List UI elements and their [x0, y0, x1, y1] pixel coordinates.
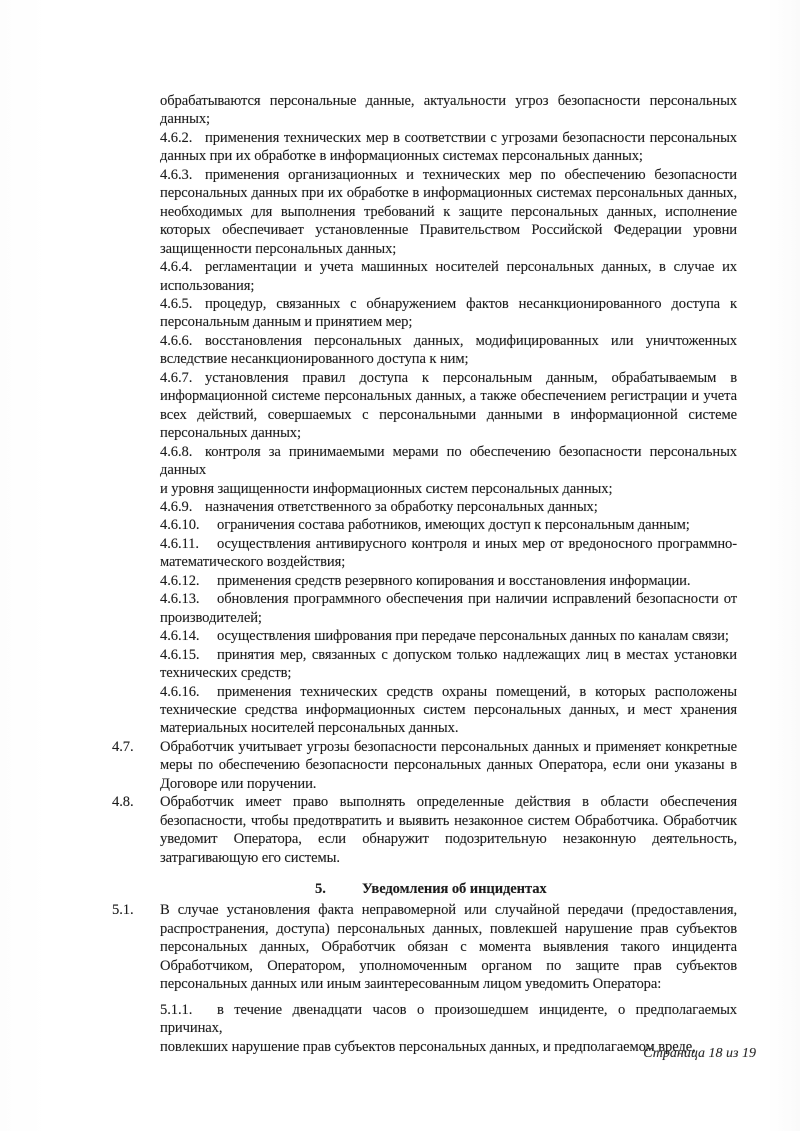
clause-5-1 [112, 901, 737, 993]
text-run: использования; [160, 277, 255, 294]
text-line [160, 184, 737, 202]
text-run: защищенности персональных данных; [160, 240, 397, 257]
text-line [160, 756, 737, 774]
text-line [160, 295, 737, 313]
page-footer [643, 1046, 756, 1062]
text-line [160, 147, 737, 165]
text-line [160, 572, 737, 590]
text-run: Обработчик имеет право выполнять определенные действия в области обеспечения [160, 794, 737, 811]
section-title: Уведомления об инцидентах [362, 881, 547, 898]
text-line [160, 553, 737, 571]
text-run: повлекших нарушение прав субъектов персональных данных, и предполагаемом вреде, [160, 1038, 696, 1055]
text-run: меры по обеспечению безопасности персональных данных Оператора, если они указаны в [160, 757, 737, 774]
text-run: распространения, доступа) персональных данных, повлекшей нарушение прав субъектов [160, 920, 737, 937]
text-run: персональных данных при их обработке в информационных системах персональных данных, [160, 185, 737, 202]
text-line [160, 830, 737, 848]
text-run: в течение двенадцати часов о произошедшем инциденте, о предполагаемых причинах, [160, 1001, 737, 1037]
text-line [160, 332, 737, 350]
clause-number: 4.6.10. [160, 517, 200, 534]
text-run: контроля за принимаемыми мерами по обеспечению безопасности персональных данных [160, 443, 737, 479]
text-line [160, 277, 737, 295]
clause-4-6-10 [160, 516, 737, 534]
text-line [160, 258, 737, 276]
clause-4-6-12 [160, 572, 737, 590]
text-line [160, 166, 737, 184]
text-run: данных при их обработке в информационных системах персональных данных; [160, 148, 643, 165]
clause-4-6-15 [160, 646, 737, 683]
text-run: установления правил доступа к персональным данным, обрабатываемым в [205, 369, 737, 386]
text-run: вследствие несанкционированного доступа к ним; [160, 351, 469, 368]
clause-4-6-8 [160, 443, 737, 498]
clause-number: 4.6.13. [160, 591, 200, 608]
text-line [160, 350, 737, 368]
text-run: которых обеспечивает установленные Правительством Российской Федерации уровни [160, 222, 737, 239]
text-line [160, 516, 737, 534]
text-line [160, 701, 737, 719]
text-line [160, 1001, 737, 1038]
text-run: принятия мер, связанных с допуском только надлежащих лиц в местах установки [217, 646, 737, 663]
text-line [160, 590, 737, 608]
text-run: безопасности, чтобы предотвратить и выявить незаконное систем Обработчика. Обработчик [160, 812, 737, 829]
clause-number: 4.7. [112, 738, 134, 755]
text-run: применения технических средств охраны помещений, в которых расположены [217, 683, 737, 700]
text-line [160, 719, 737, 737]
text-run: обрабатываются персональные данные, актуальности угроз безопасности персональных [160, 93, 737, 109]
text-run: математического воздействия; [160, 554, 346, 571]
section-number: 5. [315, 881, 326, 898]
clause-4-6-11 [160, 535, 737, 572]
text-run: ограничения состава работников, имеющих доступ к персональным данным; [217, 517, 690, 534]
text-line [160, 609, 737, 627]
text-line [160, 92, 737, 110]
clause-4-6-2 [160, 129, 737, 166]
text-run: Договоре или поручении. [160, 775, 317, 792]
text-run: данных; [160, 111, 210, 128]
text-run: назначения ответственного за обработку персональных данных; [205, 498, 598, 515]
text-run: уведомит Оператора, если обнаружит подозрительную незаконную деятельность, [160, 831, 737, 848]
text-line [160, 498, 737, 516]
text-run: Обработчик учитывает угрозы безопасности персональных данных и применяет конкретные [160, 738, 737, 755]
text-run: всех действий, совершаемых с персональными данными в информационной системе [160, 406, 737, 423]
text-run: технические средства информационных систем персональных данных, и мест хранения [160, 701, 737, 718]
text-run: применения технических мер в соответствии с угрозами безопасности персональных [205, 129, 737, 146]
text-run: и уровня защищенности информационных систем персональных данных; [160, 480, 613, 497]
clause-4-6-5 [160, 295, 737, 332]
text-run: обновления программного обеспечения при наличии исправлений безопасности от [217, 591, 737, 608]
text-line [160, 480, 737, 498]
clause-number: 4.6.4. [160, 259, 193, 276]
clause-4-6-7 [160, 369, 737, 443]
text-run: информационной системе персональных данных, а также обеспечением регистрации и учета [160, 388, 737, 405]
clause-number: 4.6.5. [160, 295, 193, 312]
text-line [160, 920, 737, 938]
section-heading [160, 880, 737, 898]
text-line [160, 535, 737, 553]
text-line [160, 313, 737, 331]
clause-number: 4.6.12. [160, 572, 200, 589]
page-number: Страница 18 из 19 [643, 1046, 756, 1061]
text-run: производителей; [160, 609, 262, 626]
clause-4-7 [112, 738, 737, 793]
text-line [160, 975, 737, 993]
text-line [160, 443, 737, 480]
text-line [160, 664, 737, 682]
text-line [160, 387, 737, 405]
text-line [160, 424, 737, 442]
text-line [160, 683, 737, 701]
text-line [160, 957, 737, 975]
text-run: затрагивающую его системы. [160, 849, 340, 866]
text-line [160, 849, 737, 867]
text-run: персональных данных; [160, 425, 301, 442]
clause-number: 4.6.3. [160, 166, 193, 183]
text-run: процедур, связанных с обнаружением фактов несанкционированного доступа к [205, 295, 737, 312]
text-run: персональных данных или иным заинтересованным лицом уведомить Оператора: [160, 976, 662, 993]
text-run: материальных носителей персональных данных. [160, 720, 459, 737]
clause-4-8 [112, 793, 737, 867]
clause-number: 4.8. [112, 794, 134, 811]
clause-4-6-14 [160, 627, 737, 645]
clause-4-6-9 [160, 498, 737, 516]
text-line [160, 646, 737, 664]
text-line [160, 775, 737, 793]
clause-number: 4.6.16. [160, 683, 200, 700]
text-line [160, 938, 737, 956]
text-line [160, 627, 737, 645]
text-run: регламентации и учета машинных носителей персональных данных, в случае их [205, 259, 737, 276]
text-line [112, 793, 737, 811]
clause-number: 4.6.6. [160, 332, 193, 349]
clause-number: 4.6.8. [160, 443, 193, 460]
paragraph-continuation [160, 92, 737, 129]
text-run: Обработчиком, Оператором, уполномоченным органом по защите прав субъектов [160, 957, 737, 974]
clause-4-6-4 [160, 258, 737, 295]
text-line [160, 221, 737, 239]
text-line [160, 406, 737, 424]
text-run: применения организационных и технических мер по обеспечению безопасности [205, 166, 737, 183]
text-line [160, 203, 737, 221]
clause-number: 5.1. [112, 902, 134, 919]
text-line [160, 110, 737, 128]
text-line [160, 812, 737, 830]
text-run: осуществления антивирусного контроля и иных мер от вредоносного программно- [217, 535, 737, 552]
text-run: необходимых для выполнения требований к защите персональных данных, исполнение [160, 203, 737, 220]
text-run: осуществления шифрования при передаче персональных данных по каналам связи; [217, 628, 729, 645]
clause-number: 4.6.7. [160, 369, 193, 386]
text-run: персональных данных, Обработчик обязан с момента выявления такого инцидента [160, 939, 737, 956]
clause-number: 5.1.1. [160, 1001, 193, 1018]
text-line [112, 738, 737, 756]
clause-4-6-13 [160, 590, 737, 627]
text-run: В случае установления факта неправомерной или случайной передачи (предоставления, [160, 902, 737, 919]
text-run: технических средств; [160, 665, 292, 682]
text-line [112, 901, 737, 919]
clause-number: 4.6.2. [160, 129, 193, 146]
clause-number: 4.6.15. [160, 646, 200, 663]
text-run: восстановления персональных данных, модифицированных или уничтоженных [205, 332, 737, 349]
clause-number: 4.6.14. [160, 628, 200, 645]
clause-4-6-16 [160, 683, 737, 738]
text-run: персональным данным и принятием мер; [160, 314, 413, 331]
clause-number: 4.6.9. [160, 498, 193, 515]
clause-4-6-6 [160, 332, 737, 369]
clause-number: 4.6.11. [160, 535, 199, 552]
document-body [112, 92, 737, 1056]
text-line [160, 240, 737, 258]
text-line [160, 369, 737, 387]
text-line [160, 129, 737, 147]
text-run: применения средств резервного копирования и восстановления информации. [217, 572, 691, 589]
clause-4-6-3 [160, 166, 737, 258]
